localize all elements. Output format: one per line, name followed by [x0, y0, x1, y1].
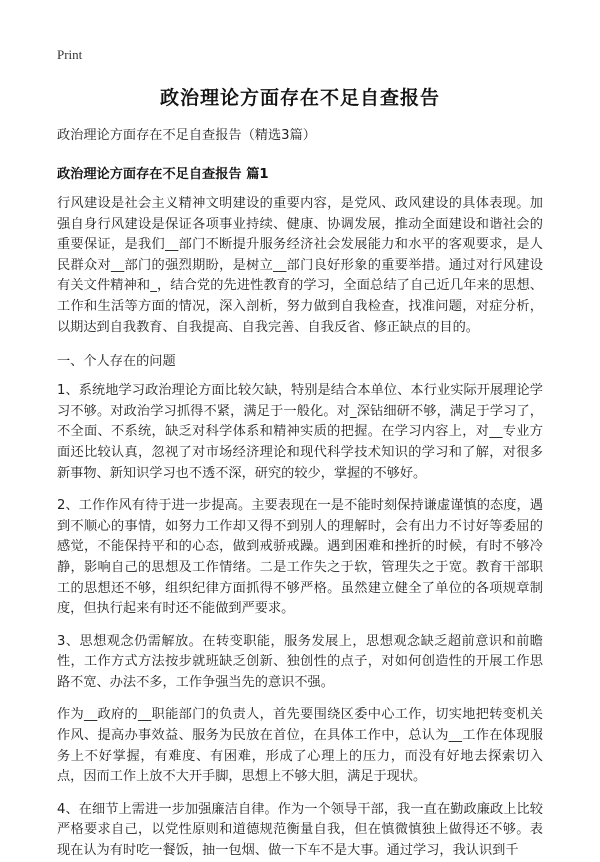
section-heading: 政治理论方面存在不足自查报告 篇1 — [57, 167, 269, 182]
document-subtitle: 政治理论方面存在不足自查报告（精选3篇） — [57, 128, 316, 143]
problem-item-2: 2、工作作风有待于进一步提高。主要表现在一是不能时刻保持谦虚谨慎的态度，遇到不顺心的事情，如努力工作却又得不到别人的理解时，会有出力不讨好等委屈的感觉，不能保持平和的心态，做到戒骄戒躁。遇到困难和挫折的时候，有时不够冷静，影响自己的思想及工作情绪。二是工作失之于软，管理失之于宽。教育干部职工的思想还不够，组织纪律方面抓得不够严格。虽然建立健全了单位的各项规章制度，但执行起来有时还不能做到严要求。 — [57, 498, 543, 617]
problems-heading: 一、个人存在的问题 — [57, 354, 176, 370]
problem-item-3: 3、思想观念仍需解放。在转变职能，服务发展上，思想观念缺乏超前意识和前瞻性，工作方式方法按步就班缺乏创新、独创性的点子，对如何创造性的开展工作思路不宽、办法不多，工作争强当先的意识不强。 — [57, 633, 543, 690]
problem-item-3-continued: 作为__政府的__职能部门的负责人，首先要围绕区委中心工作，切实地把转变机关作风、提高办事效益、服务为民放在首位，在具体工作中，总认为__工作在体现服务上不好掌握，有难度、有困难，形成了心理上的压力，而没有好地去探索切入点，因而工作上放不大开手脚，思想上不够大胆，满足于现状。 — [57, 707, 543, 785]
problem-item-4: 4、在细节上需进一步加强廉洁自律。作为一个领导干部，我一直在勤政廉政上比较严格要求自己，以党性原则和道德规范衡量自我，但在慎微慎独上做得还不够。表现在认为有时吃一餐饭，抽一包烟、做一下车不是大事。通过学习，我认识到千 — [57, 801, 543, 859]
problem-item-1: 1、系统地学习政治理论方面比较欠缺，特别是结合本单位、本行业实际开展理论学习不够。对政治学习抓得不紧，满足于一般化。对_深钻细研不够，满足于学习了，不全面、不系统，缺乏对科学体系和精神实质的把握。在学习内容上，对__专业方面还比较认真，忽视了对市场经济理论和现代科学技术知识的学习和了解，对很多新事物、新知识学习也不透不深，研究的较少，掌握的不够好。 — [57, 383, 543, 481]
document-title: 政治理论方面存在不足自查报告 — [159, 87, 440, 109]
print-link[interactable]: Print — [57, 47, 83, 62]
intro-paragraph: 行风建设是社会主义精神文明建设的重要内容，是党风、政风建设的具体表现。加强自身行风建设是保证各项事业持续、健康、协调发展，推动全面建设和谐社会的重要保证，是我们__部门不断提升服务经济社会发展能力和水平的客观要求，是人民群众对__部门的强烈期盼，是树立__部门良好形象的重要举措。通过对行风建设有关文件精神和_，结合党的先进性教育的学习，全面总结了自己近几年来的思想、工作和生活等方面的情况，深入剖析，努力做到自我检查，找准问题，对症分析，以期达到自我教育、自我提高、自我完善、自我反省、修正缺点的目的。 — [57, 196, 543, 335]
